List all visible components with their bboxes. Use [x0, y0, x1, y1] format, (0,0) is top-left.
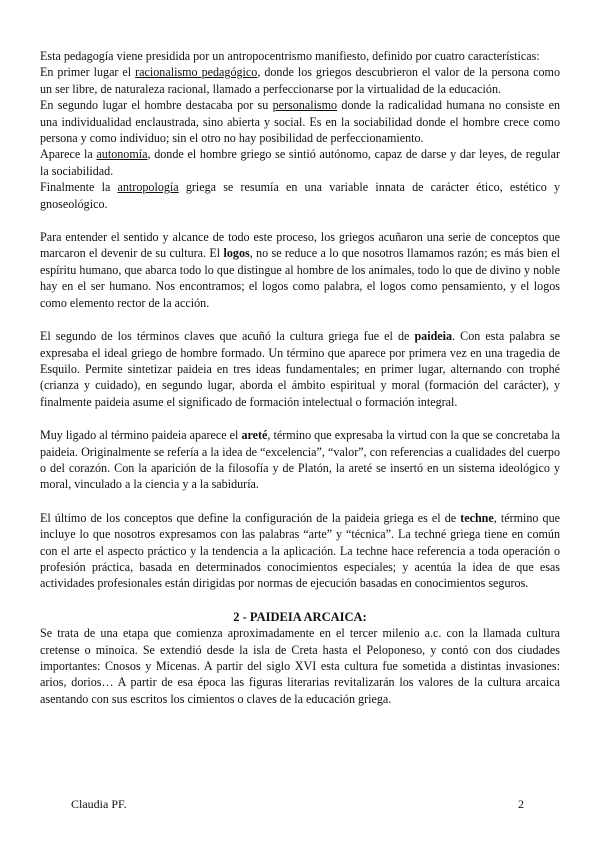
term-racionalismo: racionalismo pedagógico: [135, 65, 258, 80]
paragraph-arete: Muy ligado al término paideia aparece el areté, término que expresaba la virtud con la que se concretaba la paideia. Originalmente se refería a la idea de “excelencia”, “valor”, con referencias a cualidades del cuerpo o del corazón. Con la aparición de la filosofía y de Platón, la areté se insertó en un sistema ideológico y moral, vinculado a la ciencia y a la sabiduría.: [40, 428, 560, 492]
spacer: [40, 493, 560, 510]
characteristic-rationalism: En primer lugar el racionalismo pedagógico, donde los griegos descubrieron el valor de la persona como un ser libre, de naturaleza racional, llamado a perfeccionarse por la virtualidad de la educación.: [40, 65, 561, 96]
term-logos: logos: [223, 246, 250, 261]
paragraph-logos: Para entender el sentido y alcance de todo este proceso, los griegos acuñaron una serie de conceptos que marcaron el devenir de su cultura. El logos, no se reduce a lo que nosotros llamamos razón; es más bien el espíritu humano, que abarca todo lo que distingue al hombre de los animales, todo lo que de divino y noble hay en el ser humano. Nos encontramos; el logos como palabra, el logos como pensamiento, y el logos como elemento rector de la acción.: [40, 230, 560, 310]
term-autonomia: autonomía: [96, 147, 148, 162]
spacer: [40, 212, 560, 229]
paragraph-techne: El último de los conceptos que define la configuración de la paideia griega es el de techne, término que incluye lo que nosotros expresamos con las palabras “arte” y “técnica”. La techné griega tiene en común con el arte el aspecto práctico y la tendencia a la aplicación. La techne hace referencia a toda operación o profesión práctica, basada en determinados conocimientos especiales; y acentúa la idea de que esas actividades profesionales están dirigidas por normas de ejecución basadas en conocimientos seguros.: [40, 510, 560, 591]
footer-author: Claudia PF.: [71, 797, 127, 811]
section-heading: 2 - PAIDEIA ARCAICA:: [233, 609, 367, 624]
characteristic-autonomy: Aparece la autonomía, donde el hombre griego se sintió autónomo, capaz de darse y dar leyes, de regular la sociabilidad.: [40, 147, 560, 178]
paragraph-paideia: El segundo de los términos claves que acuñó la cultura griega fue el de paideia. Con esta palabra se expresaba el ideal griego de hombre formado. Un término que aparece por primera vez en una tragedia de Esquilo. Permite sintetizar paideia en tres ideas fundamentales; en primer lugar, alternando con trophé (crianza y cuidado), en segundo lugar, aborda el ámbito espiritual y moral (formación del carácter), y finalmente paideia asume el significado de formación intelectual o formación integral.: [40, 329, 560, 409]
characteristic-personalism: En segundo lugar el hombre destacaba por su personalismo donde la radicalidad humana no consiste en una individualidad enclaustrada, sino abierta y social. Es en la sociabilidad donde el hombre crece como persona y como individuo; sin el otro no hay posibilidad de perfeccionamiento.: [40, 98, 560, 146]
spacer: [40, 410, 560, 427]
term-personalismo: personalismo: [272, 98, 338, 113]
characteristic-anthropology: Finalmente la antropología griega se resumía en una variable innata de carácter ético, estético y gnoseológico.: [40, 180, 560, 211]
paragraph-arcaica: Se trata de una etapa que comienza aproximadamente en el tercer milenio a.c. con la llamada cultura cretense o minoica. Se extendió desde la isla de Creta hasta el Peloponeso, y contó con dos ciudades importantes: Cnosos y Micenas. A partir del siglo XVI esta cultura fue sometida a distintas invasiones: arios, dorios… A partir de esa época las figuras literarias revitalizarán los valores de la cultura arcaica asentando con sus escritos los cimientos o claves de la educación griega.: [40, 626, 560, 706]
term-paideia: paideia: [414, 329, 453, 344]
term-techne: techne: [460, 510, 494, 525]
spacer: [40, 592, 560, 609]
spacer: [40, 311, 560, 328]
document-body: [40, 48, 560, 707]
term-antropologia: antropología: [117, 180, 179, 195]
term-arete: areté: [241, 428, 268, 443]
intro-lead: Esta pedagogía viene presidida por un antropocentrismo manifiesto, definido por cuatro características:: [40, 49, 540, 63]
page-footer: [71, 797, 524, 812]
page-number: 2: [518, 797, 524, 811]
